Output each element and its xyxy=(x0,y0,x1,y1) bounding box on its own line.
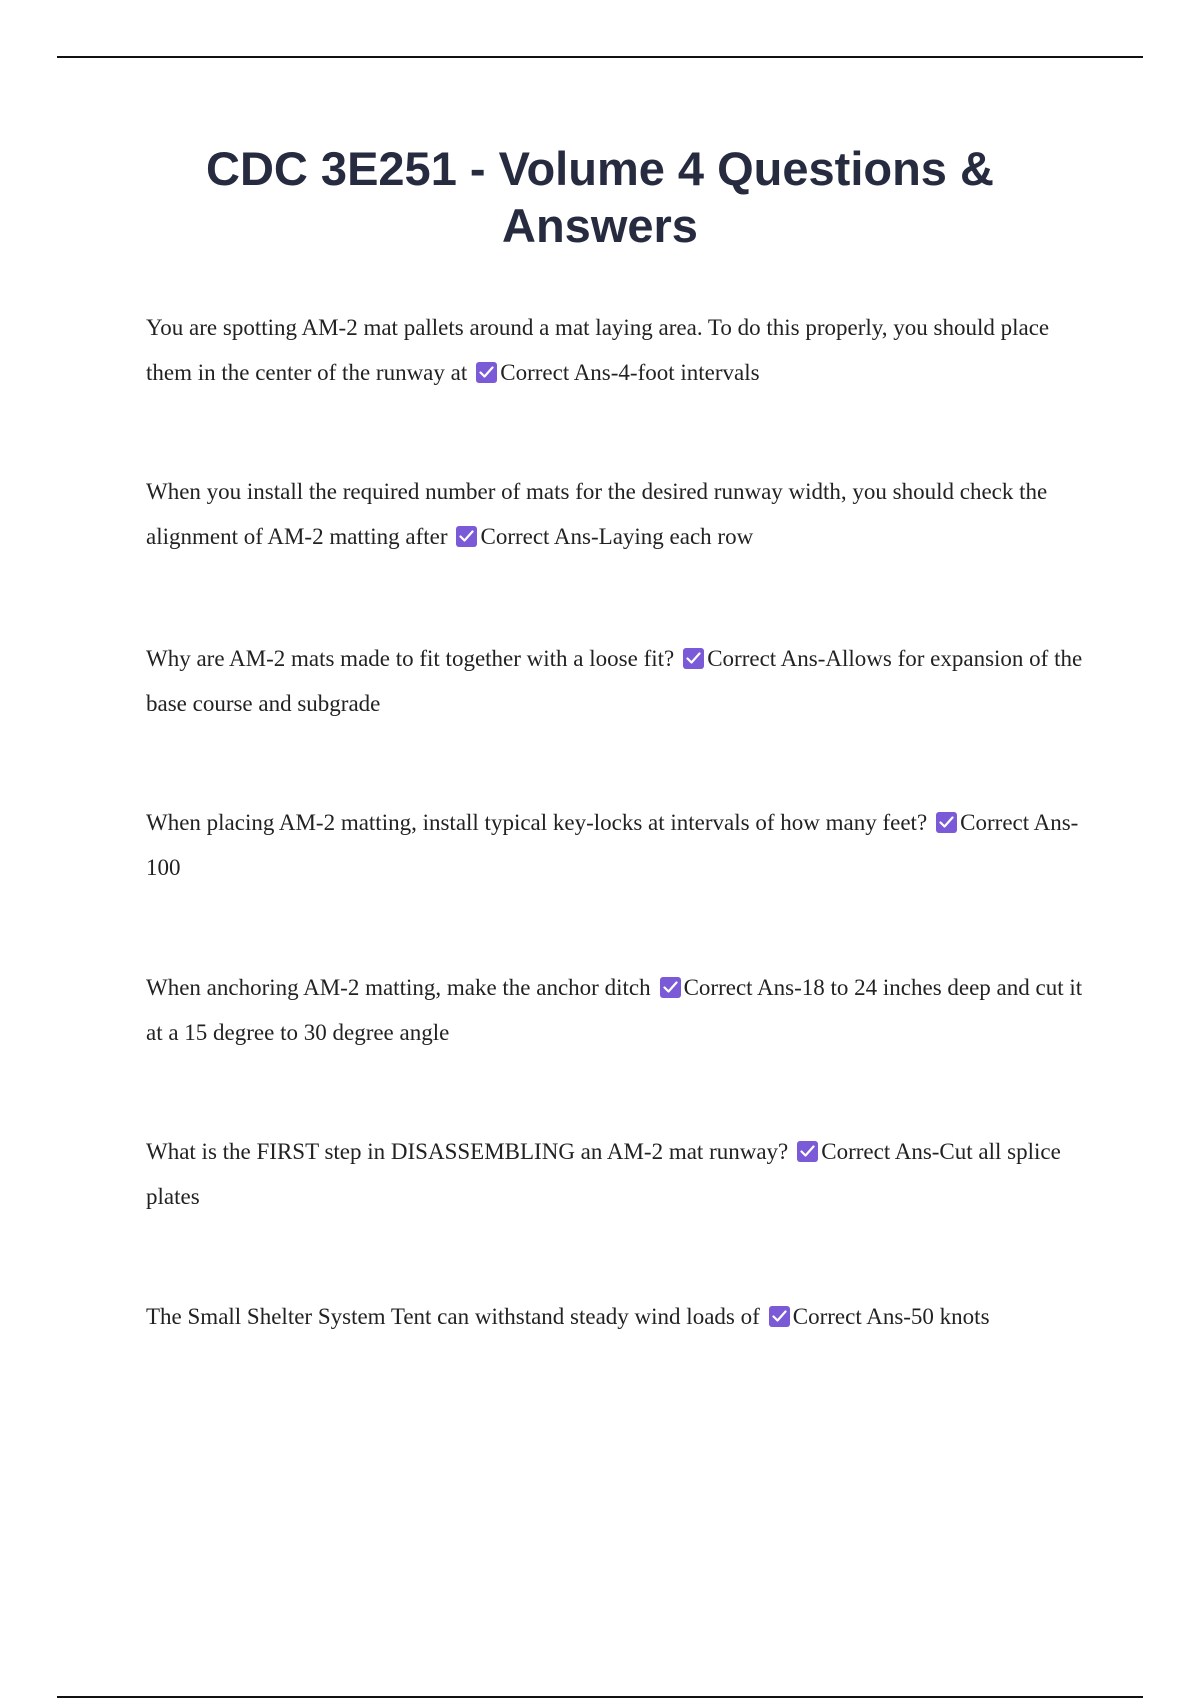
answer-text: Correct Ans-4-foot intervals xyxy=(500,360,760,385)
answer-text: Correct Ans-Laying each row xyxy=(480,524,754,549)
qa-item xyxy=(146,1294,1086,1339)
checkbox-check-icon xyxy=(456,526,477,547)
top-divider xyxy=(57,56,1143,58)
qa-item xyxy=(146,469,1086,559)
question-text: What is the FIRST step in DISASSEMBLING an AM-2 mat runway? xyxy=(146,1139,789,1164)
checkbox-check-icon xyxy=(683,648,704,669)
question-text: When anchoring AM-2 matting, make the anchor ditch xyxy=(146,975,651,1000)
question-text: When placing AM-2 matting, install typical key-locks at intervals of how many feet? xyxy=(146,810,928,835)
qa-item xyxy=(146,1129,1086,1219)
qa-item xyxy=(146,305,1086,395)
question-text: You are spotting AM-2 mat pallets around a mat laying area. To do this properly, you should place them in the center of the runway at xyxy=(146,315,1050,385)
question-text: Why are AM-2 mats made to fit together with a loose fit? xyxy=(146,646,675,671)
checkbox-check-icon xyxy=(797,1141,818,1162)
answer-text: Correct Ans-18 to 24 inches deep and cut it at a 15 degree to 30 degree angle xyxy=(146,975,1083,1045)
bottom-divider xyxy=(57,1696,1143,1698)
answer-text: Correct Ans-50 knots xyxy=(792,1304,990,1329)
qa-item xyxy=(146,965,1086,1055)
question-text: When you install the required number of mats for the desired runway width, you should check the alignment of AM-2 matting after xyxy=(146,479,1048,549)
qa-item xyxy=(146,636,1086,726)
checkbox-check-icon xyxy=(769,1306,790,1327)
checkbox-check-icon xyxy=(476,362,497,383)
answer-text: Correct Ans-Allows for expansion of the base course and subgrade xyxy=(146,646,1083,716)
qa-item xyxy=(146,800,1086,890)
checkbox-check-icon xyxy=(660,977,681,998)
answer-text: Correct Ans-100 xyxy=(146,810,1079,880)
answer-text: Correct Ans-Cut all splice plates xyxy=(146,1139,1061,1209)
page-title: CDC 3E251 - Volume 4 Questions & Answers xyxy=(206,142,994,252)
question-text: The Small Shelter System Tent can withstand steady wind loads of xyxy=(146,1304,760,1329)
checkbox-check-icon xyxy=(936,812,957,833)
